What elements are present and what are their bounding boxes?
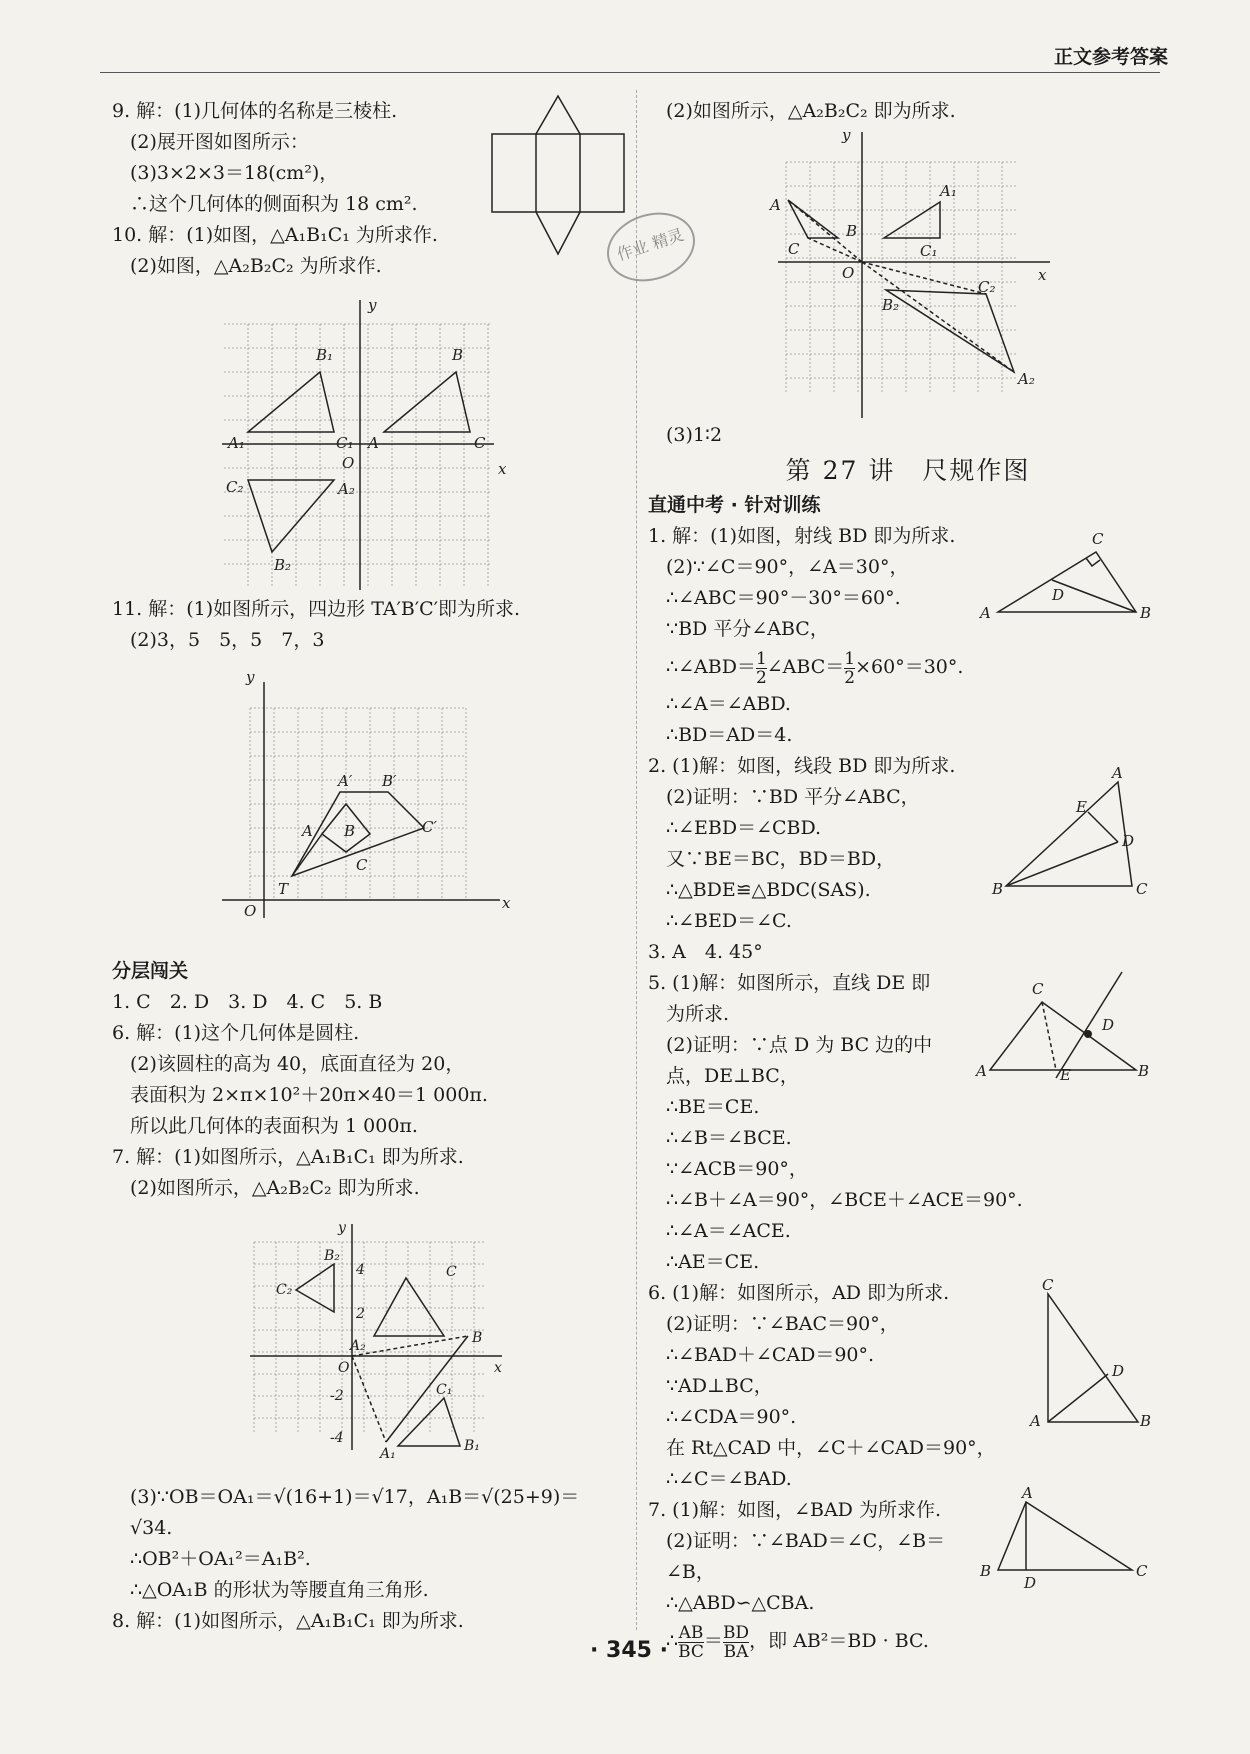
p1b-line-2: ∴BD＝AD＝4. bbox=[666, 724, 793, 746]
svg-text:B₂: B₂ bbox=[882, 296, 900, 314]
svg-text:A: A bbox=[980, 604, 991, 622]
q9-line-2: (2)展开图如图所示： bbox=[130, 131, 309, 153]
p6-line-3: ∴∠BAD＋∠CAD＝90°. bbox=[666, 1344, 875, 1366]
svg-text:C₂: C₂ bbox=[226, 478, 244, 496]
p2-line-3: ∴∠EBD＝∠CBD. bbox=[666, 817, 822, 839]
lecture-title: 第 27 讲 尺规作图 bbox=[785, 456, 1031, 485]
svg-text:C: C bbox=[1042, 1276, 1054, 1294]
q8b-line-1: (2)如图所示，△A₂B₂C₂ 即为所求. bbox=[666, 100, 956, 122]
svg-text:O: O bbox=[842, 264, 855, 282]
svg-text:B: B bbox=[452, 346, 464, 364]
p1-line-4: ∵BD 平分∠ABC， bbox=[666, 618, 829, 640]
q7b-line-4: ∴△OA₁B 的形状为等腰直角三角形. bbox=[130, 1579, 429, 1601]
svg-text:B: B bbox=[980, 1562, 992, 1580]
svg-text:C: C bbox=[446, 1264, 457, 1280]
p6-line-4: ∵AD⊥BC， bbox=[666, 1375, 773, 1397]
p2-line-2: (2)证明：∵BD 平分∠ABC， bbox=[666, 786, 920, 808]
p1-line-3: ∴∠ABC＝90°－30°＝60°. bbox=[666, 587, 901, 609]
q8-grid-figure bbox=[768, 128, 1064, 418]
p34-line: 3. A 4. 45° bbox=[648, 941, 763, 963]
p6-line-1: 6. (1)解：如图所示，AD 即为所求. bbox=[648, 1282, 950, 1304]
svg-text:A: A bbox=[1022, 1484, 1033, 1502]
svg-text:E: E bbox=[1060, 1066, 1071, 1084]
svg-text:A: A bbox=[770, 196, 781, 214]
p6-triangle-figure bbox=[1028, 1274, 1156, 1434]
q7-line-2: (2)如图所示，△A₂B₂C₂ 即为所求. bbox=[130, 1177, 420, 1199]
svg-text:E: E bbox=[1076, 798, 1087, 816]
p5-line-5: ∴BE＝CE. bbox=[666, 1096, 760, 1118]
svg-text:B′: B′ bbox=[382, 772, 397, 790]
svg-text:x: x bbox=[494, 1360, 502, 1376]
svg-text:C₂: C₂ bbox=[978, 278, 996, 296]
p2-line-1: 2. (1)解：如图，线段 BD 即为所求. bbox=[648, 755, 956, 777]
svg-text:x: x bbox=[502, 894, 511, 912]
svg-text:A: A bbox=[1112, 764, 1123, 782]
q9-line-4: ∴这个几何体的侧面积为 18 cm². bbox=[130, 193, 418, 215]
q7-proof-block bbox=[112, 1482, 632, 1637]
svg-text:x: x bbox=[498, 460, 507, 478]
q11-line-1: 11. 解：(1)如图所示，四边形 TA′B′C′即为所求. bbox=[112, 598, 521, 620]
q7b-line-1: (3)∵OB＝OA₁＝√(16+1)＝√17，A₁B＝√(25+9)＝ bbox=[130, 1486, 580, 1508]
p7-triangle-figure bbox=[978, 1484, 1152, 1592]
p5-line-3: (2)证明：∵点 D 为 BC 边的中 bbox=[666, 1034, 933, 1056]
svg-text:A₂: A₂ bbox=[338, 480, 355, 498]
svg-text:A₁: A₁ bbox=[228, 434, 245, 452]
p2-line-6: ∴∠BED＝∠C. bbox=[666, 910, 792, 932]
p6-line-2: (2)证明：∵∠BAC＝90°， bbox=[666, 1313, 899, 1335]
p5-line-10: ∴AE＝CE. bbox=[666, 1251, 760, 1273]
p5-line-7: ∵∠ACB＝90°， bbox=[666, 1158, 808, 1180]
svg-text:C: C bbox=[474, 434, 486, 452]
p5-line-1: 5. (1)解：如图所示，直线 DE 即 bbox=[648, 972, 931, 994]
svg-text:-4: -4 bbox=[330, 1430, 344, 1446]
p1-line-1: 1. 解：(1)如图，射线 BD 即为所求. bbox=[648, 525, 956, 547]
p6-line-5: ∴∠CDA＝90°. bbox=[666, 1406, 797, 1428]
svg-text:B: B bbox=[1140, 1412, 1152, 1430]
svg-text:A₂: A₂ bbox=[1018, 370, 1035, 388]
p7-line-3: ∠B， bbox=[666, 1561, 715, 1583]
q7-line-1: 7. 解：(1)如图所示，△A₁B₁C₁ 即为所求. bbox=[112, 1146, 464, 1168]
q8-line-1: 8. 解：(1)如图所示，△A₁B₁C₁ 即为所求. bbox=[112, 1610, 464, 1632]
p5-triangle-figure bbox=[976, 968, 1152, 1088]
q7-grid-figure bbox=[246, 1220, 510, 1460]
right-section-title: 直通中考 · 针对训练 bbox=[648, 494, 821, 516]
svg-text:A′: A′ bbox=[338, 772, 353, 790]
svg-text:T: T bbox=[278, 880, 289, 898]
q10-grid-figure bbox=[222, 296, 507, 600]
p1b-line-1: ∴∠A＝∠ABD. bbox=[666, 693, 791, 715]
p5-line-4: 点，DE⊥BC， bbox=[666, 1065, 799, 1087]
svg-text:4: 4 bbox=[356, 1262, 365, 1278]
p2-line-5: ∴△BDE≌△BDC(SAS). bbox=[666, 879, 871, 901]
svg-text:B: B bbox=[992, 880, 1004, 898]
q11-line-2: (2)3，5 5，5 7，3 bbox=[130, 629, 325, 651]
svg-text:A: A bbox=[368, 434, 379, 452]
svg-text:C: C bbox=[1136, 880, 1148, 898]
p5-line-6: ∴∠B＝∠BCE. bbox=[666, 1127, 792, 1149]
q11-grid-figure bbox=[222, 668, 512, 922]
q11-block bbox=[112, 594, 632, 656]
q6-line-2: (2)该圆柱的高为 40，底面直径为 20， bbox=[130, 1053, 465, 1075]
header-section-title: 正文参考答案 bbox=[1053, 46, 1168, 68]
p6-line-7: ∴∠C＝∠BAD. bbox=[666, 1468, 792, 1490]
column-divider bbox=[636, 90, 637, 1630]
q10-line-1: 10. 解：(1)如图，△A₁B₁C₁ 为所求作. bbox=[112, 224, 438, 246]
q9-line-1: 9. 解：(1)几何体的名称是三棱柱. bbox=[112, 100, 398, 122]
p2-triangle-figure bbox=[992, 762, 1152, 902]
label-B1: B₁ bbox=[316, 346, 334, 364]
svg-text:D: D bbox=[1112, 1362, 1125, 1380]
svg-text:B: B bbox=[846, 222, 858, 240]
page-number: · 345 · bbox=[590, 1638, 668, 1663]
p1-fraction-line: ∴∠ABD＝ $\frac{1}{2}$ ∠ABC＝ $\frac{1}{2}$ ×60°＝30°. bbox=[666, 648, 964, 688]
p2-line-4: 又∵BE＝BC，BD＝BD， bbox=[666, 848, 896, 870]
svg-text:y: y bbox=[368, 296, 377, 314]
q6-line-1: 6. 解：(1)这个几何体是圆柱. bbox=[112, 1022, 360, 1044]
svg-text:y: y bbox=[338, 1220, 346, 1236]
left-tier-block bbox=[112, 956, 632, 1204]
svg-text:x: x bbox=[1038, 266, 1047, 284]
svg-text:C₁: C₁ bbox=[920, 242, 938, 260]
svg-text:y: y bbox=[842, 126, 851, 144]
p7-line-4: ∴△ABD∽△CBA. bbox=[666, 1592, 815, 1614]
svg-text:A: A bbox=[302, 822, 313, 840]
p1-triangle-figure bbox=[980, 522, 1150, 622]
svg-text:y: y bbox=[246, 668, 255, 686]
prism-net-figure bbox=[488, 92, 628, 262]
q8b-block bbox=[648, 96, 1168, 127]
svg-text:B₁: B₁ bbox=[464, 1438, 480, 1454]
svg-text:C: C bbox=[1136, 1562, 1148, 1580]
p6-line-6: 在 Rt△CAD 中，∠C＋∠CAD＝90°， bbox=[666, 1437, 996, 1459]
svg-text:A₂: A₂ bbox=[350, 1338, 366, 1354]
svg-text:C₂: C₂ bbox=[276, 1282, 293, 1298]
svg-text:A₁: A₁ bbox=[380, 1446, 396, 1462]
fraction-half-2: $\frac{1}{2}$ bbox=[844, 648, 856, 688]
fraction-half-1: $\frac{1}{2}$ bbox=[755, 648, 767, 688]
q10-line-2: (2)如图，△A₂B₂C₂ 为所求作. bbox=[130, 255, 382, 277]
svg-text:C: C bbox=[1092, 530, 1104, 548]
svg-text:-2: -2 bbox=[330, 1388, 344, 1404]
p5-line-8: ∴∠B＋∠A＝90°，∠BCE＋∠ACE＝90°. bbox=[666, 1189, 1023, 1211]
svg-text:A₁: A₁ bbox=[940, 182, 957, 200]
svg-text:B₂: B₂ bbox=[324, 1248, 340, 1264]
p7-fraction-line: ∴ $\frac{AB}{BC}$ ＝ $\frac{BD}{BA}$ ，即 AB²＝BD · BC. bbox=[666, 1622, 929, 1662]
p5-line-9: ∴∠A＝∠ACE. bbox=[666, 1220, 791, 1242]
p1-line-2: (2)∵∠C＝90°，∠A＝30°， bbox=[666, 556, 909, 578]
mc-answers: 1. C 2. D 3. D 4. C 5. B bbox=[112, 991, 383, 1013]
svg-text:D: D bbox=[1024, 1574, 1037, 1592]
q6-line-3: 表面积为 2×π×10²＋20π×40＝1 000π. bbox=[130, 1084, 488, 1106]
svg-text:C₁: C₁ bbox=[336, 434, 354, 452]
stamp-watermark: 作业 精灵 bbox=[598, 202, 704, 293]
svg-text:C: C bbox=[1032, 980, 1044, 998]
svg-text:B: B bbox=[344, 822, 356, 840]
svg-text:D: D bbox=[1122, 832, 1135, 850]
svg-text:C₁: C₁ bbox=[436, 1382, 453, 1398]
svg-text:O: O bbox=[338, 1360, 350, 1376]
svg-text:B₂: B₂ bbox=[274, 556, 292, 574]
header-rule bbox=[100, 72, 1160, 73]
q6-line-4: 所以此几何体的表面积为 1 000π. bbox=[130, 1115, 418, 1137]
svg-text:A: A bbox=[976, 1062, 987, 1080]
left-section-title: 分层闯关 bbox=[112, 960, 189, 982]
q8c-line: (3)1∶2 bbox=[666, 424, 723, 446]
p7-line-1: 7. (1)解：如图，∠BAD 为所求作. bbox=[648, 1499, 941, 1521]
p5-line-2: 为所求. bbox=[666, 1003, 730, 1025]
q9-line-3: (3)3×2×3＝18(cm²)， bbox=[130, 162, 339, 184]
svg-text:C: C bbox=[788, 240, 800, 258]
svg-text:C: C bbox=[356, 856, 368, 874]
svg-text:D: D bbox=[1052, 586, 1065, 604]
svg-text:B: B bbox=[1140, 604, 1152, 622]
svg-text:B: B bbox=[472, 1330, 483, 1346]
svg-text:C′: C′ bbox=[422, 818, 437, 836]
svg-text:O: O bbox=[244, 902, 257, 920]
svg-text:A: A bbox=[1030, 1412, 1041, 1430]
svg-text:D: D bbox=[1102, 1016, 1115, 1034]
svg-text:B: B bbox=[1138, 1062, 1150, 1080]
svg-text:O: O bbox=[342, 454, 355, 472]
q7b-line-2: √34. bbox=[130, 1517, 173, 1539]
q7b-line-3: ∴OB²＋OA₁²＝A₁B². bbox=[130, 1548, 311, 1570]
p7-line-2: (2)证明：∵∠BAD＝∠C，∠B＝ bbox=[666, 1530, 946, 1552]
svg-text:2: 2 bbox=[356, 1306, 365, 1322]
